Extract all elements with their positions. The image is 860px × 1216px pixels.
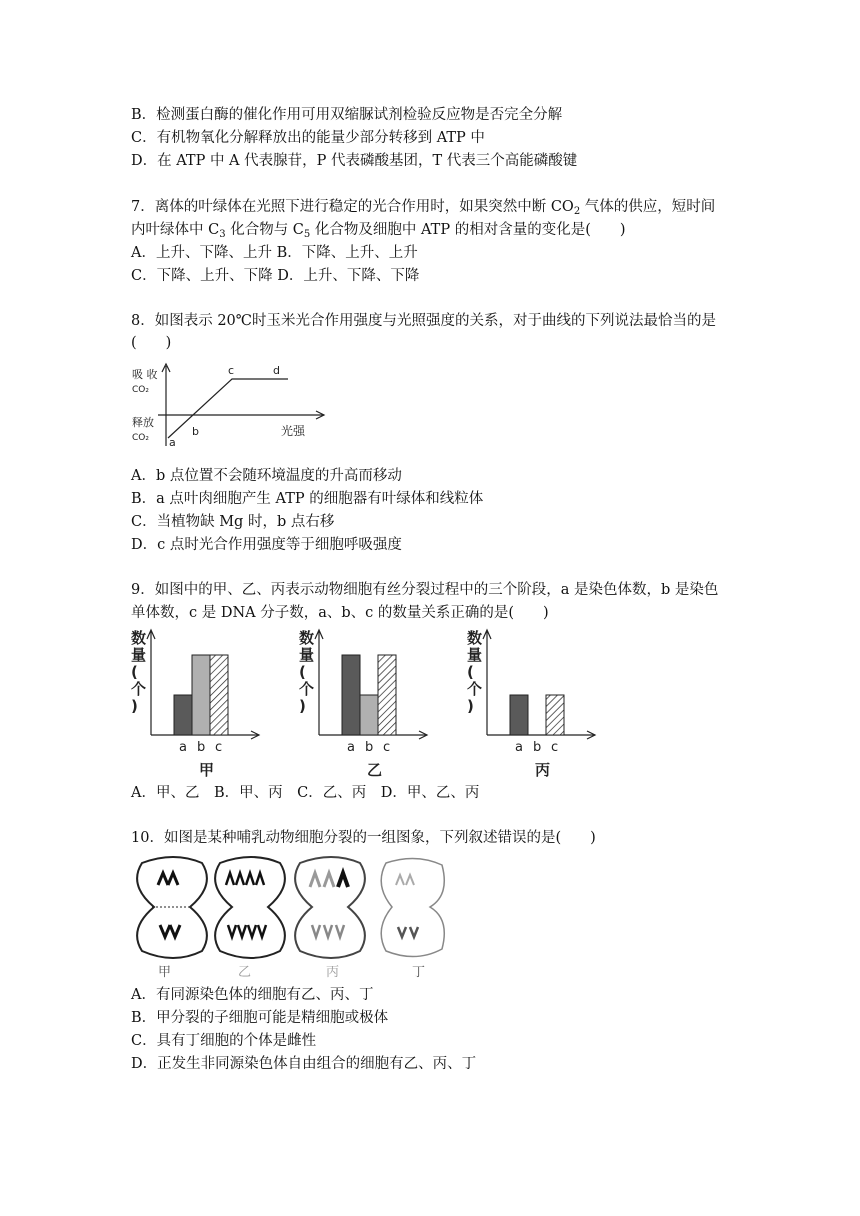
q9-bar-charts (125, 625, 605, 785)
q8-y-bottom-1: 释放 (132, 416, 154, 429)
q7-options-ab: A．上升、下降、上升 B．下降、上升、上升 (131, 245, 418, 261)
q10-option-c: C．具有丁细胞的个体是雌性 (131, 1033, 317, 1049)
q9-ylabel-char: 个 (131, 680, 147, 698)
q9-tick-a: a (179, 740, 187, 755)
q9-ylabel-char: 数 (131, 629, 147, 647)
q8-option-d: D．c 点时光合作用强度等于细胞呼吸强度 (131, 537, 402, 553)
q9-tick-a: a (347, 740, 355, 755)
q9-chart-title: 乙 (367, 761, 383, 779)
q8-option-a: A．b 点位置不会随环境温度的升高而移动 (131, 468, 402, 484)
q9-options: A．甲、乙 B．甲、丙 C．乙、丙 D．甲、乙、丙 (131, 785, 480, 801)
cell-label-bing: 丙 (326, 965, 340, 980)
q7-stem-line1 (131, 197, 715, 222)
cell-jia (137, 857, 207, 958)
q8-stem-line1: 8．如图表示 20℃时玉米光合作用强度与光照强度的关系，对于曲线的下列说法最恰当的是 (131, 313, 717, 329)
q9-ylabel-char: 量 (131, 646, 147, 664)
cell-label-ding: 丁 (412, 965, 426, 980)
q6-option-d: D．在 ATP 中 A 代表腺苷，P 代表磷酸基团，T 代表三个高能磷酸键 (131, 153, 578, 169)
q10-option-d: D．正发生非同源染色体自由组合的细胞有乙、丙、丁 (131, 1056, 477, 1072)
q8-y-bottom-2: CO₂ (132, 433, 149, 443)
q7-options-cd: C．下降、上升、下降 D．上升、下降、下降 (131, 268, 420, 284)
q9-bar-c (546, 695, 564, 735)
q8-point-c: c (228, 364, 235, 377)
q9-ylabel-char: 个 (467, 680, 483, 698)
q9-bar-a (342, 655, 360, 735)
q9-chart-title: 丙 (535, 761, 551, 779)
q9-bar-a (174, 695, 192, 735)
q7-stem-1a: 7．离体的叶绿体在光照下进行稳定的光合作用时，如果突然中断 CO (131, 199, 574, 215)
q9-tick-a: a (515, 740, 523, 755)
q8-stem-line2: ( ) (131, 335, 172, 351)
q8-point-d: d (273, 364, 280, 377)
q9-tick-b: b (197, 740, 206, 755)
q9-ylabel-char: 量 (467, 646, 483, 664)
q8-curve (168, 379, 288, 438)
q10-option-b: B．甲分裂的子细胞可能是精细胞或极体 (131, 1010, 389, 1026)
q10-option-a: A．有同源染色体的细胞有乙、丙、丁 (131, 987, 374, 1003)
q9-bar-b (192, 655, 210, 735)
q9-ylabel-char: ) (299, 697, 306, 715)
q7-sub-c3: 3 (219, 229, 226, 240)
q10-cell-division-figure (130, 855, 450, 980)
q9-ylabel-char: 个 (299, 680, 315, 698)
q9-ylabel-char: 数 (467, 629, 483, 647)
q9-stem-line1: 9．如图中的甲、乙、丙表示动物细胞有丝分裂过程中的三个阶段，a 是染色体数，b 是染色 (131, 582, 719, 598)
q9-ylabel-char: ( (467, 663, 474, 681)
q7-stem-2a: 内叶绿体中 C (131, 222, 220, 238)
q9-ylabel-char: ( (131, 663, 138, 681)
q8-point-b: b (192, 425, 199, 438)
q9-bar-c (378, 655, 396, 735)
q9-tick-b: b (365, 740, 374, 755)
q9-ylabel-char: 数 (299, 629, 315, 647)
q7-stem-line2 (131, 220, 626, 245)
cell-ding (381, 858, 444, 956)
q8-y-top-2: CO₂ (132, 385, 149, 395)
q9-tick-c: c (215, 740, 223, 755)
q10-stem: 10．如图是某种哺乳动物细胞分裂的一组图象，下列叙述错误的是( ) (131, 830, 596, 846)
cell-label-yi: 乙 (238, 965, 252, 980)
q9-tick-c: c (551, 740, 559, 755)
cell-label-jia: 甲 (158, 965, 172, 980)
q9-bar-a (510, 695, 528, 735)
q9-ylabel-char: ( (299, 663, 306, 681)
q9-bar-c (210, 655, 228, 735)
q9-ylabel-char: ) (131, 697, 138, 715)
q7-stem-1b: 气体的供应，短时间 (580, 199, 716, 215)
q8-x-label: 光强 (281, 424, 306, 438)
cell-yi (215, 857, 285, 958)
q8-option-b: B．a 点叶肉细胞产生 ATP 的细胞器有叶绿体和线粒体 (131, 491, 484, 507)
q9-ylabel-char: ) (467, 697, 474, 715)
q9-tick-b: b (533, 740, 542, 755)
q9-bar-b (360, 695, 378, 735)
q6-option-c: C．有机物氧化分解释放出的能量少部分转移到 ATP 中 (131, 130, 485, 146)
q8-point-a: a (169, 436, 176, 449)
q7-stem-2b: 化合物与 C (225, 222, 304, 238)
q9-tick-c: c (383, 740, 391, 755)
q8-y-top-1: 吸 收 (132, 368, 158, 381)
q8-photosynthesis-graph (128, 360, 328, 450)
q9-ylabel-char: 量 (299, 646, 315, 664)
q8-option-c: C．当植物缺 Mg 时，b 点右移 (131, 514, 335, 530)
q9-stem-line2: 单体数，c 是 DNA 分子数，a、b、c 的数量关系正确的是( ) (131, 605, 549, 621)
q9-chart-title: 甲 (199, 761, 215, 779)
q6-option-b: B．检测蛋白酶的催化作用可用双缩脲试剂检验反应物是否完全分解 (131, 107, 563, 123)
q7-sub-c5: 5 (303, 229, 311, 240)
cell-bing (295, 857, 365, 958)
q7-sub-co2: 2 (573, 206, 581, 217)
q7-stem-2c: 化合物及细胞中 ATP 的相对含量的变化是( ) (310, 222, 626, 238)
